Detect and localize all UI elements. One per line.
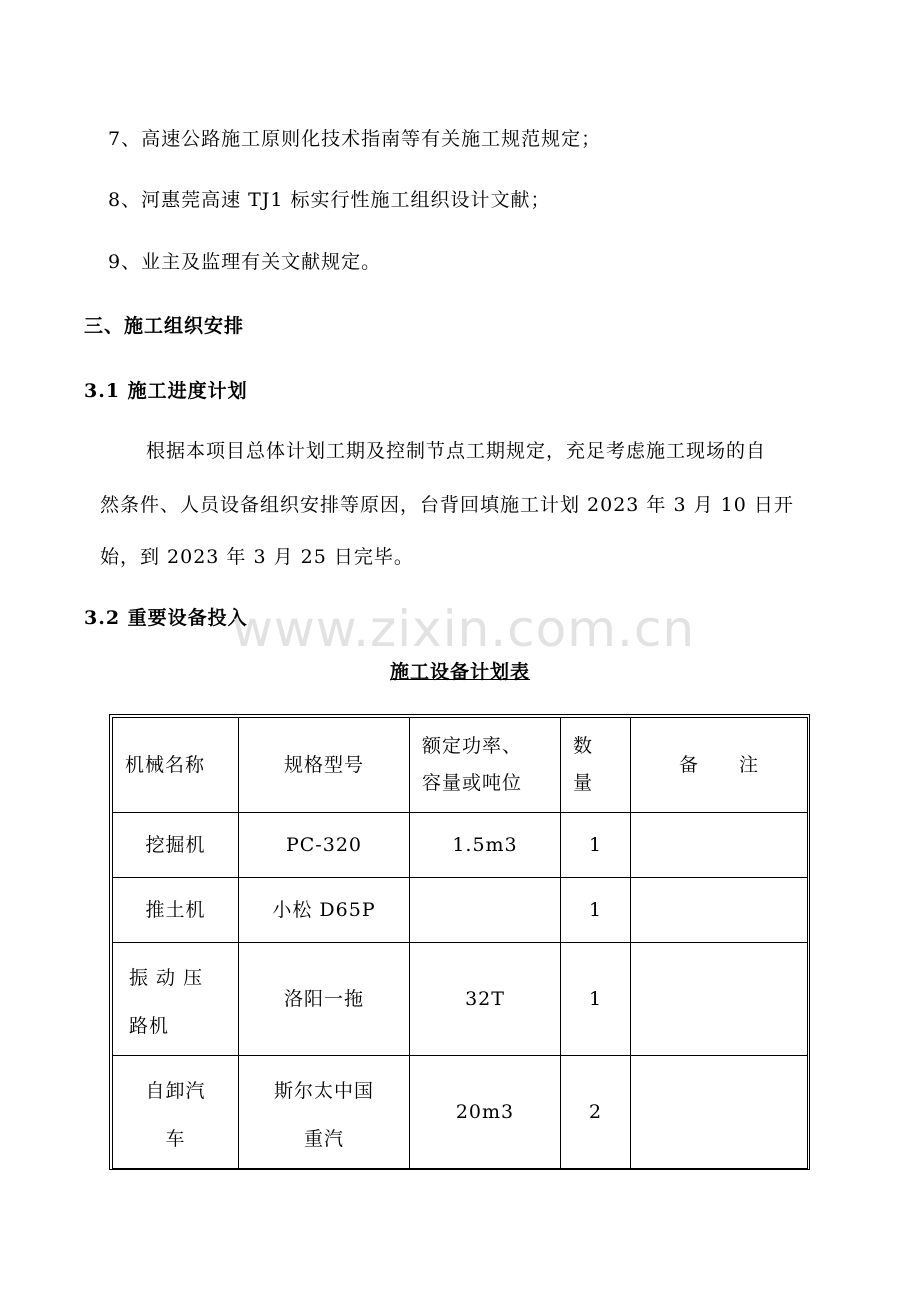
table-row: [113, 878, 808, 943]
cell-remark: [631, 813, 808, 878]
cell-name-line-1: 自卸汽: [145, 1080, 206, 1102]
cell-qty: 1: [561, 813, 631, 878]
cell-qty: 2: [561, 1056, 631, 1169]
item-7: 7、高速公路施工原则化技术指南等有关施工规范规定；: [108, 128, 602, 150]
cell-model: PC-320: [239, 813, 410, 878]
cell-name: [113, 943, 239, 1056]
watermark: www.zixin.com.cn: [232, 600, 696, 658]
cell-name-line-2: 车: [165, 1128, 186, 1150]
cell-name-line-2: 路机: [129, 1015, 170, 1037]
equipment-table-frame: [109, 714, 810, 1170]
header-remark: 备 注: [631, 718, 808, 813]
cell-capacity: 32T: [410, 943, 561, 1056]
table-row: [113, 1056, 808, 1169]
table-row: [113, 813, 808, 878]
cell-name: 推土机: [113, 878, 239, 943]
section-3-1-heading: 3.1 施工进度计划: [84, 380, 248, 402]
section-3-heading: 三、施工组织安排: [84, 315, 245, 337]
equipment-table: [112, 717, 808, 1169]
section-3-2-heading: 3.2 重要设备投入: [84, 607, 248, 629]
cell-remark: [631, 943, 808, 1056]
cell-name: 挖掘机: [113, 813, 239, 878]
header-qty-line-2: 量: [573, 772, 594, 794]
header-capacity-line-2: 容量或吨位: [422, 772, 523, 794]
header-name: 机械名称: [113, 718, 239, 813]
cell-model: [239, 1056, 410, 1169]
table-row: [113, 943, 808, 1056]
cell-model: 洛阳一拖: [239, 943, 410, 1056]
cell-qty: 1: [561, 878, 631, 943]
cell-capacity: [410, 878, 561, 943]
cell-remark: [631, 1056, 808, 1169]
cell-model: 小松 D65P: [239, 878, 410, 943]
cell-model-line-2: 重汽: [303, 1128, 344, 1150]
cell-model-line-1: 斯尔太中国: [273, 1080, 374, 1102]
cell-name: [113, 1056, 239, 1169]
cell-capacity: 20m3: [410, 1056, 561, 1169]
header-model: 规格型号: [239, 718, 410, 813]
item-9: 9、业主及监理有关文献规定。: [108, 251, 382, 273]
cell-name-line-1: 振 动 压: [129, 967, 204, 989]
header-capacity: [410, 718, 561, 813]
item-8: 8、河惠莞高速 TJ1 标实行性施工组织设计文献；: [108, 189, 551, 211]
body-paragraph-line-1: 根据本项目总体计划工期及控制节点工期规定，充足考虑施工现场的自: [146, 440, 767, 462]
header-qty-line-1: 数: [573, 735, 594, 757]
body-paragraph-line-2: 然条件、人员设备组织安排等原因，台背回填施工计划 2023 年 3 月 10 日开: [100, 494, 794, 516]
table-header-row: [113, 718, 808, 813]
body-paragraph-line-3: 始，到 2023 年 3 月 25 日完毕。: [100, 546, 414, 568]
cell-capacity: 1.5m3: [410, 813, 561, 878]
table-title: 施工设备计划表: [389, 661, 530, 683]
cell-remark: [631, 878, 808, 943]
header-qty: [561, 718, 631, 813]
cell-qty: 1: [561, 943, 631, 1056]
header-capacity-line-1: 额定功率、: [422, 735, 523, 757]
